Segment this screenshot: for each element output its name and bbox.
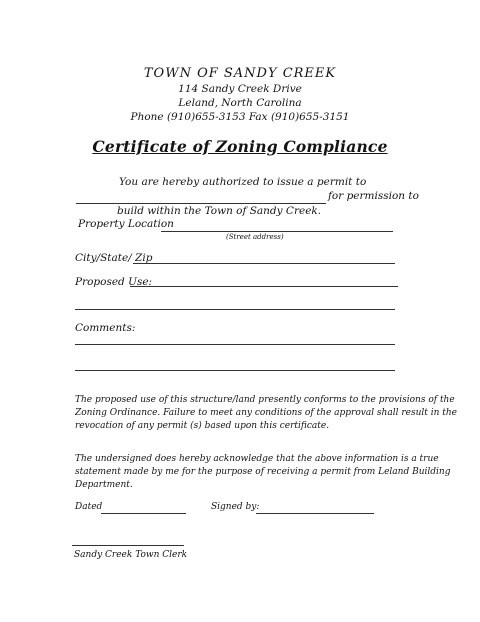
town-name: TOWN OF SANDY CREEK	[143, 66, 337, 81]
conforms-line-1: The proposed use of this structure/land presently conforms to the provisions of the	[75, 395, 455, 405]
property-location-field[interactable]	[161, 231, 393, 232]
dated-label: Dated	[75, 502, 103, 512]
clerk-label: Sandy Creek Town Clerk	[74, 550, 188, 560]
town-phone-fax: Phone (910)655-3153 Fax (910)655-3151	[130, 111, 350, 123]
property-location-label: Property Location	[78, 218, 174, 230]
certificate-title: Certificate of Zoning Compliance	[92, 137, 388, 156]
dated-field[interactable]	[101, 513, 186, 514]
city-state-zip-field[interactable]	[133, 263, 395, 264]
signed-by-label: Signed by:	[211, 502, 260, 512]
comments-field-1[interactable]	[75, 344, 395, 345]
proposed-use-label: Proposed Use:	[75, 276, 153, 288]
conforms-line-3: revocation of any permit (s) based upon this certificate.	[75, 421, 330, 431]
ack-line-3: Department.	[75, 480, 133, 490]
proposed-use-field[interactable]	[130, 286, 398, 287]
ack-line-2: statement made by me for the purpose of receiving a permit from Leland Building	[75, 467, 451, 477]
city-state-zip-label: City/State/ Zip	[75, 252, 153, 264]
comments-label: Comments:	[75, 322, 136, 334]
proposed-use-field-2[interactable]	[75, 309, 395, 310]
intro-line-1: You are hereby authorized to issue a permit to	[119, 176, 367, 188]
comments-field-2[interactable]	[75, 370, 395, 371]
street-address-note: (Street address)	[226, 233, 284, 241]
signed-by-field[interactable]	[256, 513, 374, 514]
town-city: Leland, North Carolina	[178, 97, 302, 109]
town-address: 114 Sandy Creek Drive	[178, 83, 302, 95]
permit-holder-field[interactable]	[76, 203, 326, 204]
intro-line-2-suffix: for permission to	[328, 190, 419, 202]
ack-line-1: The undersigned does hereby acknowledge that the above information is a true	[75, 454, 439, 464]
conforms-line-2: Zoning Ordinance. Failure to meet any conditions of the approval shall result in the	[75, 408, 458, 418]
intro-line-3: build within the Town of Sandy Creek.	[117, 205, 322, 217]
clerk-signature-field[interactable]	[72, 545, 184, 546]
